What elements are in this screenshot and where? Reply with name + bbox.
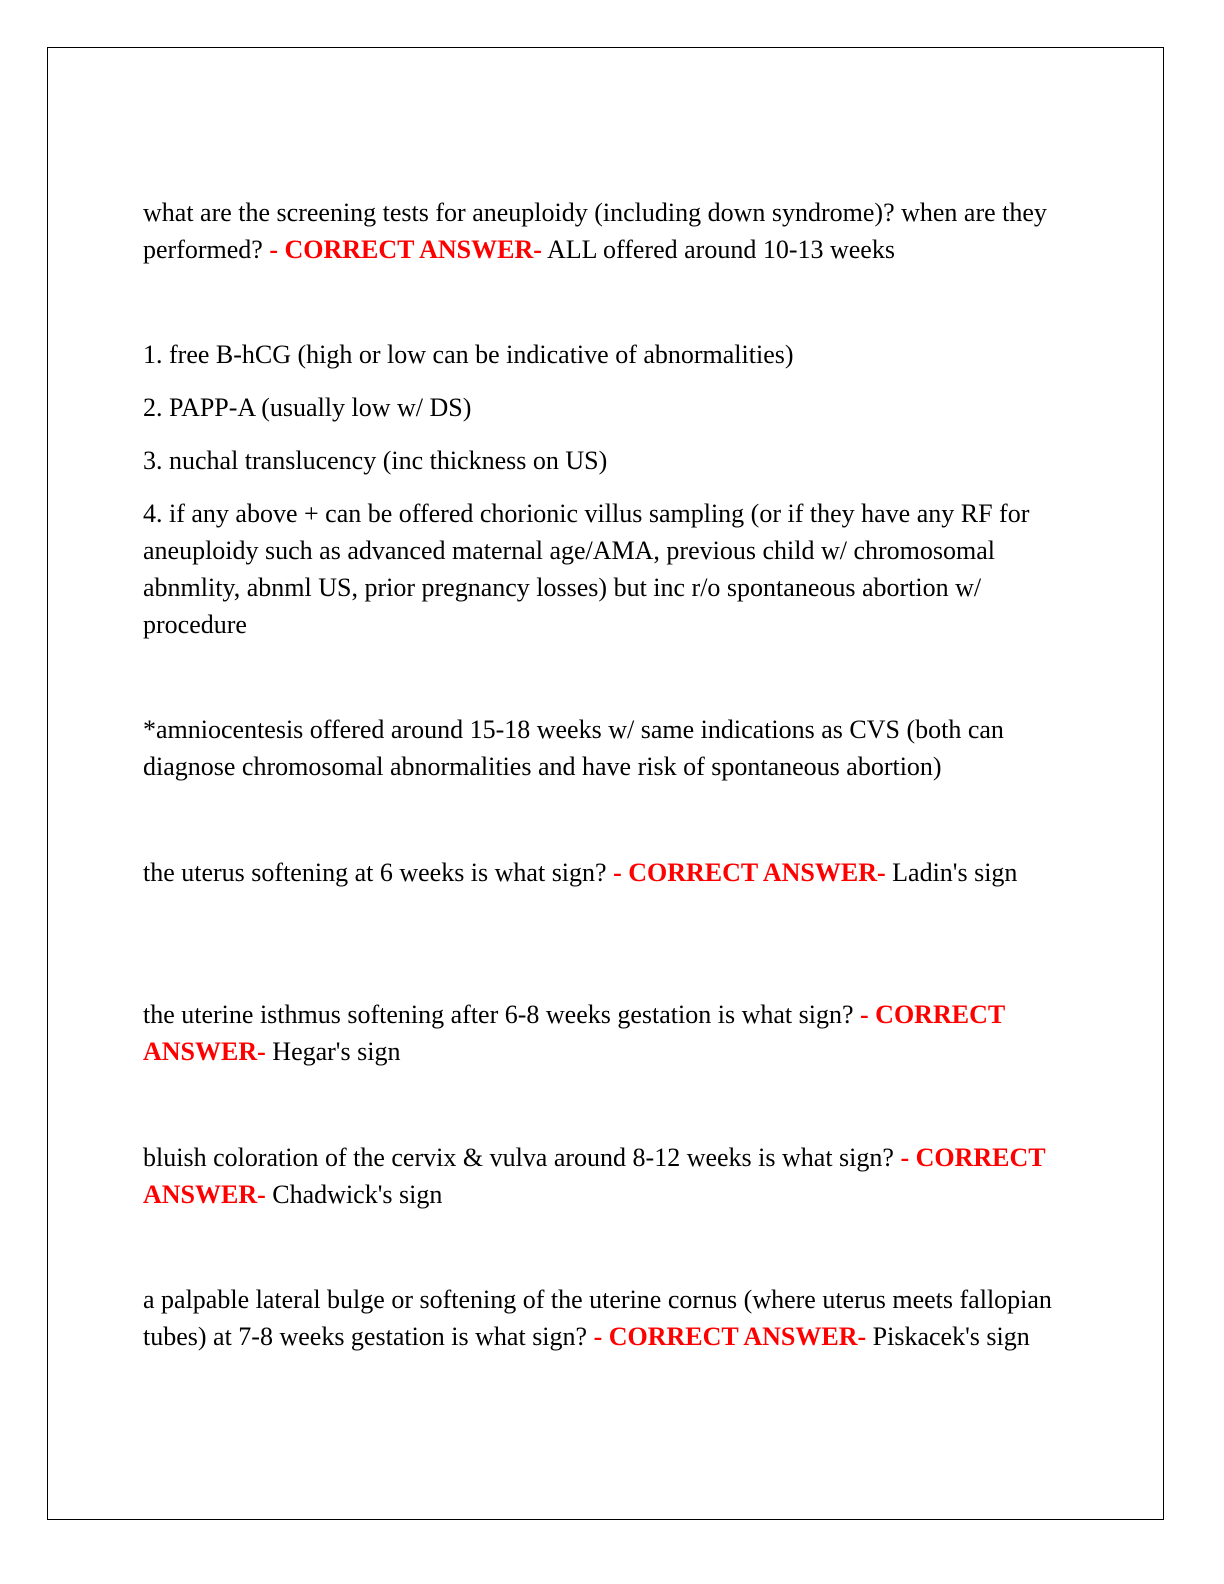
answer-text: ALL offered around 10-13 weeks [546,235,895,264]
question-text: bluish coloration of the cervix & vulva around 8-12 weeks is what sign? [143,1143,894,1172]
list-item: 3. nuchal translucency (inc thickness on US) [143,446,608,475]
list-item: 1. free B-hCG (high or low can be indicative of abnormalities) [143,340,794,369]
answer-text: Chadwick's sign [272,1180,443,1209]
qa-item [143,1139,1073,1213]
answer-text: Piskacek's sign [872,1322,1030,1351]
question-text: the uterus softening at 6 weeks is what sign? [143,858,607,887]
qa-item [143,1281,1073,1355]
question-text: the uterine isthmus softening after 6-8 weeks gestation is what sign? [143,1000,854,1029]
correct-answer-marker: - CORRECT ANSWER- [593,1322,867,1351]
qa-item [143,854,1073,891]
list-item: 4. if any above + can be offered chorionic villus sampling (or if they have any RF for aneuploidy such as advanced maternal age/AMA, previous child w/ chromosomal abnmlity, abnml US, prior pregnancy losses) but inc r/o spontaneous abortion w/ procedure [143,499,1030,639]
answer-text: Hegar's sign [272,1037,401,1066]
question-text: a palpable lateral bulge or softening of the uterine cornus (where uterus meets fallopian tubes) at 7-8 weeks gestation is what sign? [143,1285,1052,1351]
question-text: what are the screening tests for aneuploidy (including down syndrome)? when are they performed? [143,198,1047,264]
qa-item [143,996,1073,1070]
correct-answer-marker: - CORRECT ANSWER- [143,1143,1046,1209]
answer-text: Ladin's sign [892,858,1018,887]
qa-item [143,194,1073,268]
list-item: 2. PAPP-A (usually low w/ DS) [143,393,472,422]
note-text: *amniocentesis offered around 15-18 weeks w/ same indications as CVS (both can diagnose chromosomal abnormalities and have risk of spontaneous abortion) [143,715,1004,781]
correct-answer-marker: - CORRECT ANSWER- [269,235,542,264]
correct-answer-marker: - CORRECT ANSWER- [613,858,886,887]
correct-answer-marker: - CORRECT ANSWER- [143,1000,1005,1066]
